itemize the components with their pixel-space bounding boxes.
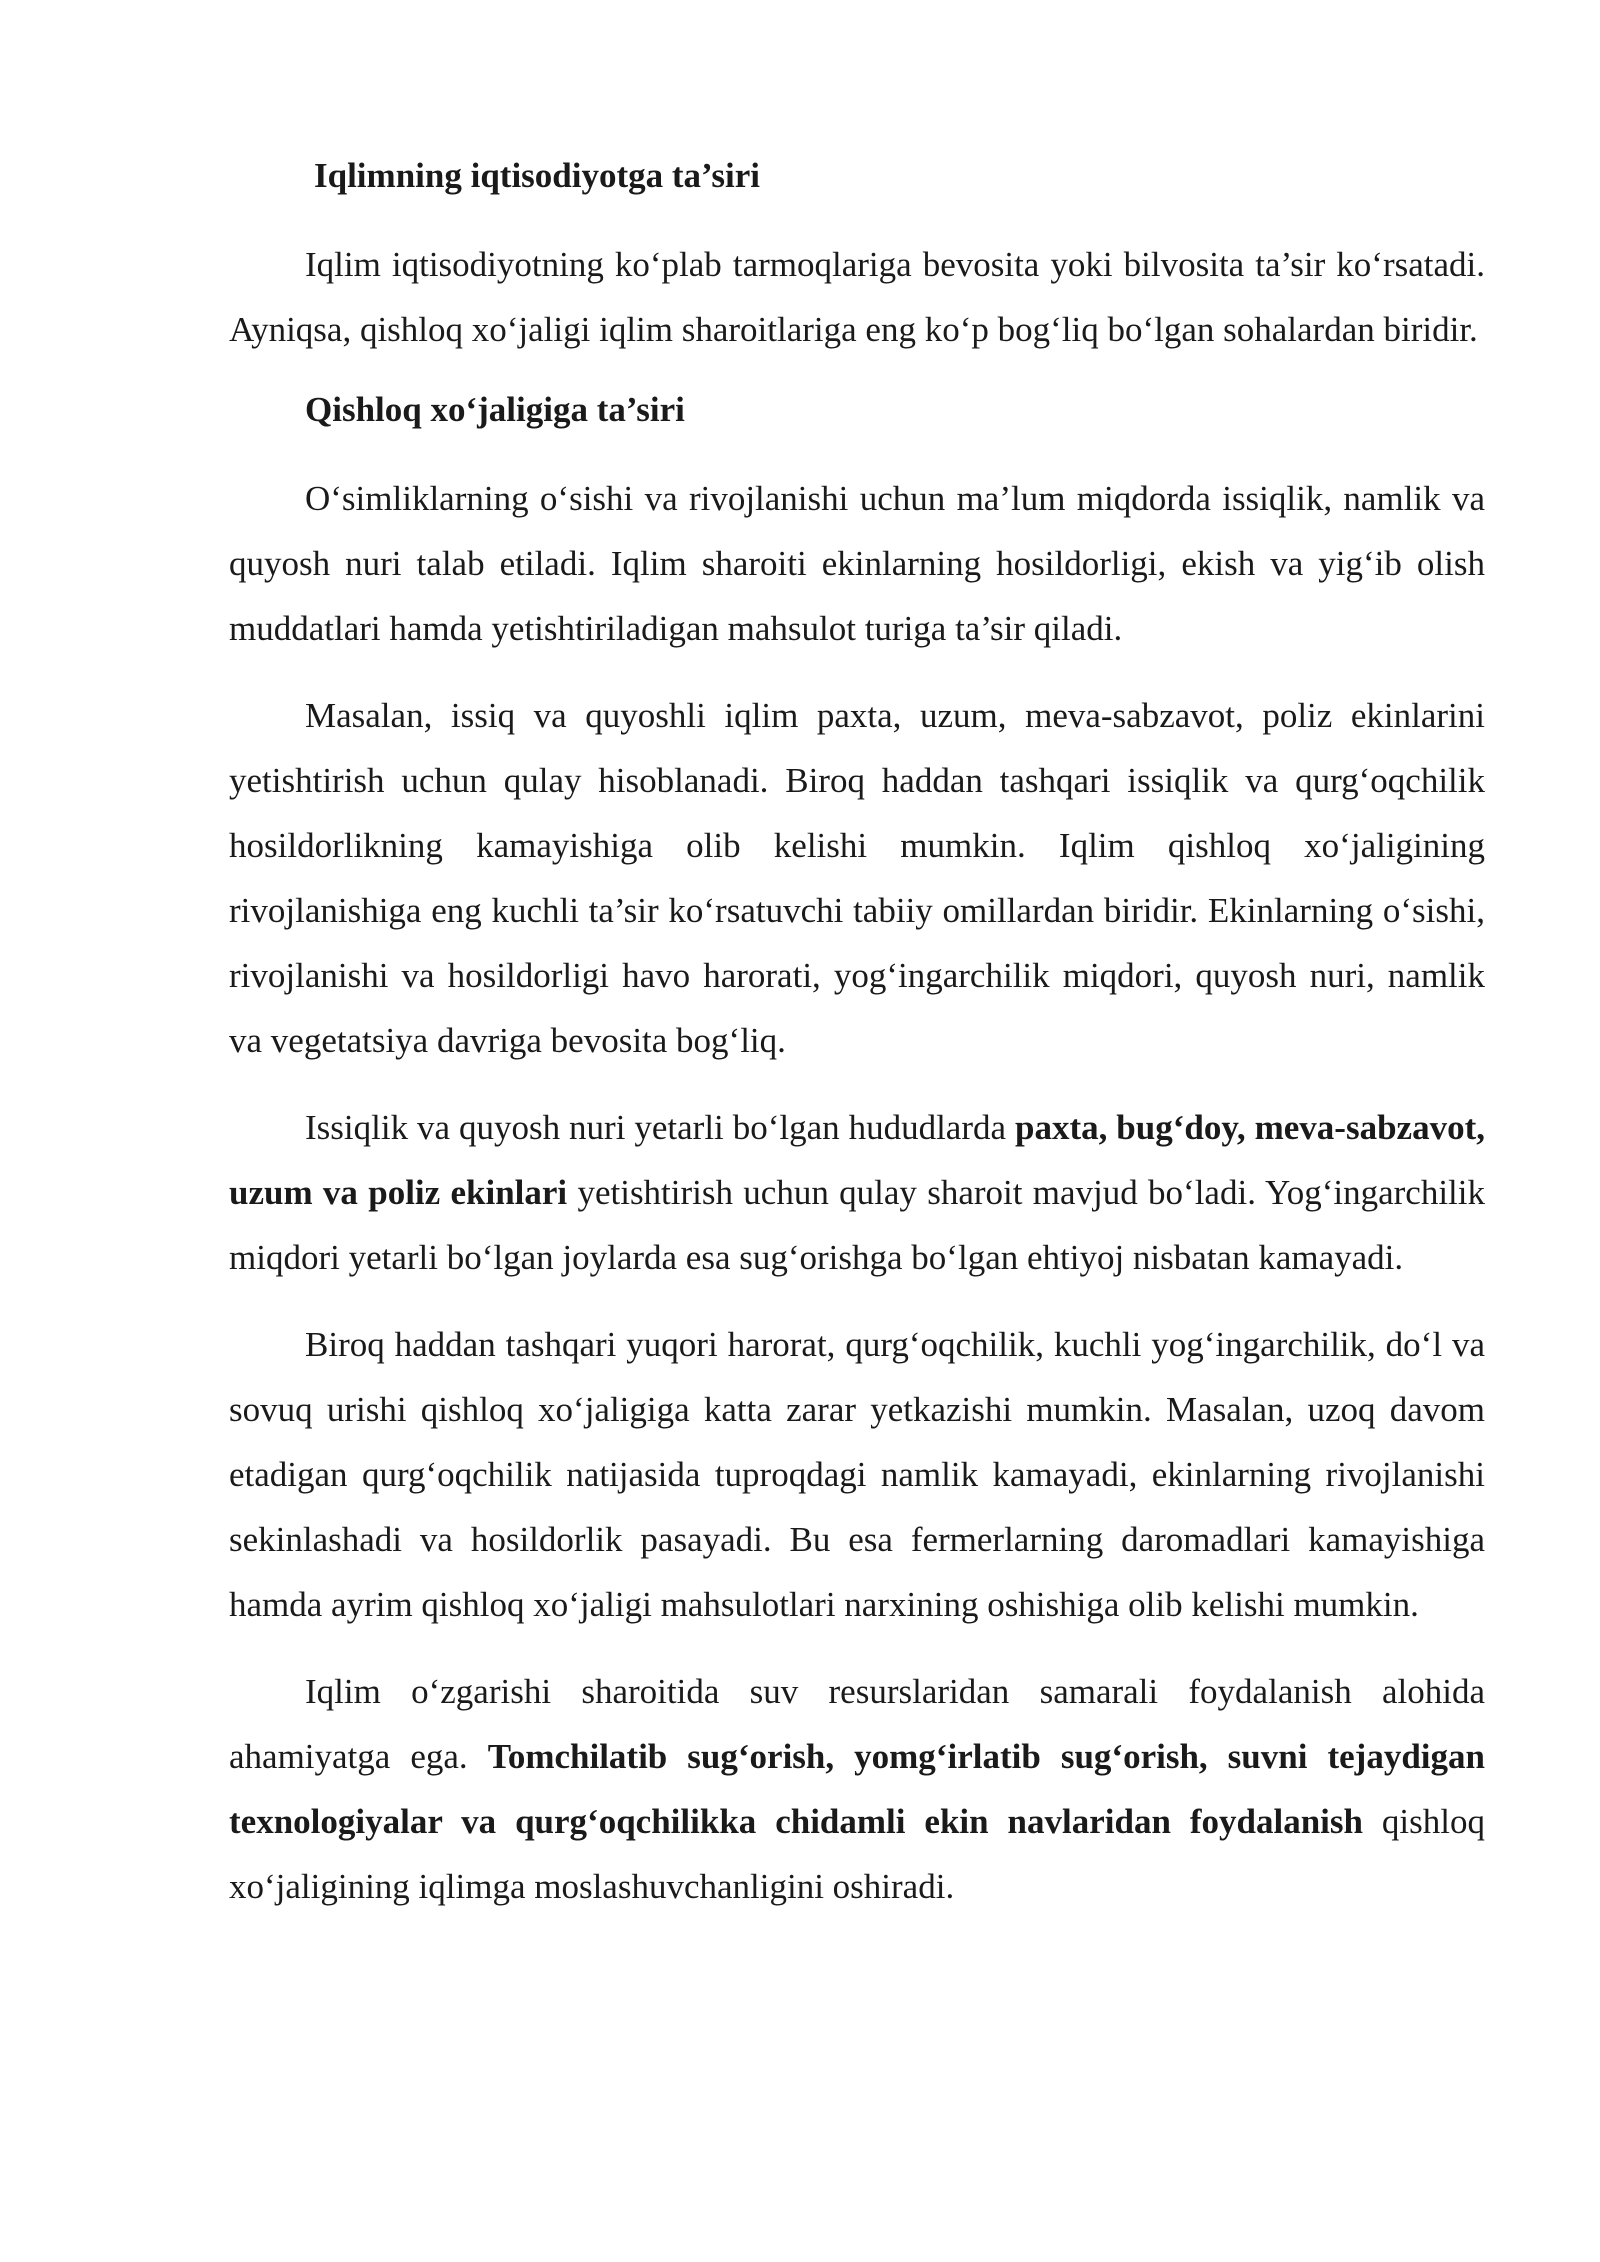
- paragraph-5-bold-technologies: Tomchilatib sug‘orish, yomg‘irlatib sug‘orish, suvni tejaydigan texnologiyalar va qurg‘oqchilikka chidamli ekin navlaridan foydalanish: [229, 1737, 1485, 1841]
- document-body: [229, 150, 1485, 1941]
- paragraph-3-bold-crops: paxta, bug‘doy, meva-sabzavot, uzum va poliz ekinlari: [229, 1108, 1485, 1212]
- intro-paragraph: Iqlim iqtisodiyotning ko‘plab tarmoqlariga bevosita yoki bilvosita ta’sir ko‘rsatadi. Ayniqsa, qishloq xo‘jaligi iqlim sharoitlariga eng ko‘p bog‘liq bo‘lgan sohalardan biridir.: [229, 245, 1485, 349]
- paragraph-5-text-start: Iqlim o‘zgarishi sharoitida suv resurslaridan samarali foydalanish alohida ahamiyatga ega.: [229, 1672, 1485, 1776]
- paragraph-5: [229, 1659, 1485, 1919]
- paragraph-3-text-start: Issiqlik va quyosh nuri yetarli bo‘lgan hududlarda: [305, 1108, 1015, 1147]
- paragraph-4: Biroq haddan tashqari yuqori harorat, qurg‘oqchilik, kuchli yog‘ingarchilik, do‘l va sovuq urishi qishloq xo‘jaligiga katta zarar yetkazishi mumkin. Masalan, uzoq davom etadigan qurg‘oqchilik natijasida tuproqdagi namlik kamayadi, ekinlarning rivojlanishi sekinlashadi va hosildorlik pasayadi. Bu esa fermerlarning daromadlari kamayishiga hamda ayrim qishloq xo‘jaligi mahsulotlari narxining oshishiga olib kelishi mumkin.: [229, 1325, 1485, 1624]
- paragraph-5-text-end: qishloq xo‘jaligining iqlimga moslashuvchanligini oshiradi.: [229, 1802, 1485, 1906]
- paragraph-2: Masalan, issiq va quyoshli iqlim paxta, uzum, meva-sabzavot, poliz ekinlarini yetishtirish uchun qulay hisoblanadi. Biroq haddan tashqari issiqlik va qurg‘oqchilik hosildorlikning kamayishiga olib kelishi mumkin. Iqlim qishloq xo‘jaligining rivojlanishiga eng kuchli ta’sir ko‘rsatuvchi tabiiy omillardan biridir. Ekinlarning o‘sishi, rivojlanishi va hosildorligi havo harorati, yog‘ingarchilik miqdori, quyosh nuri, namlik va vegetatsiya davriga bevosita bog‘liq.: [229, 696, 1485, 1060]
- paragraph-3: [229, 1095, 1485, 1290]
- paragraph-1: O‘simliklarning o‘sishi va rivojlanishi uchun ma’lum miqdorda issiqlik, namlik va quyosh nuri talab etiladi. Iqlim sharoiti ekinlarning hosildorligi, ekish va yig‘ib olish muddatlari hamda yetishtiriladigan mahsulot turiga ta’sir qiladi.: [229, 479, 1485, 648]
- section-heading: Qishloq xo‘jaligiga ta’siri: [305, 390, 685, 429]
- paragraph-3-text-end: yetishtirish uchun qulay sharoit mavjud bo‘ladi. Yog‘ingarchilik miqdori yetarli bo‘lgan joylarda esa sug‘orishga bo‘lgan ehtiyoj nisbatan kamayadi.: [229, 1173, 1485, 1277]
- document-title: Iqlimning iqtisodiyotga ta’siri: [314, 156, 760, 195]
